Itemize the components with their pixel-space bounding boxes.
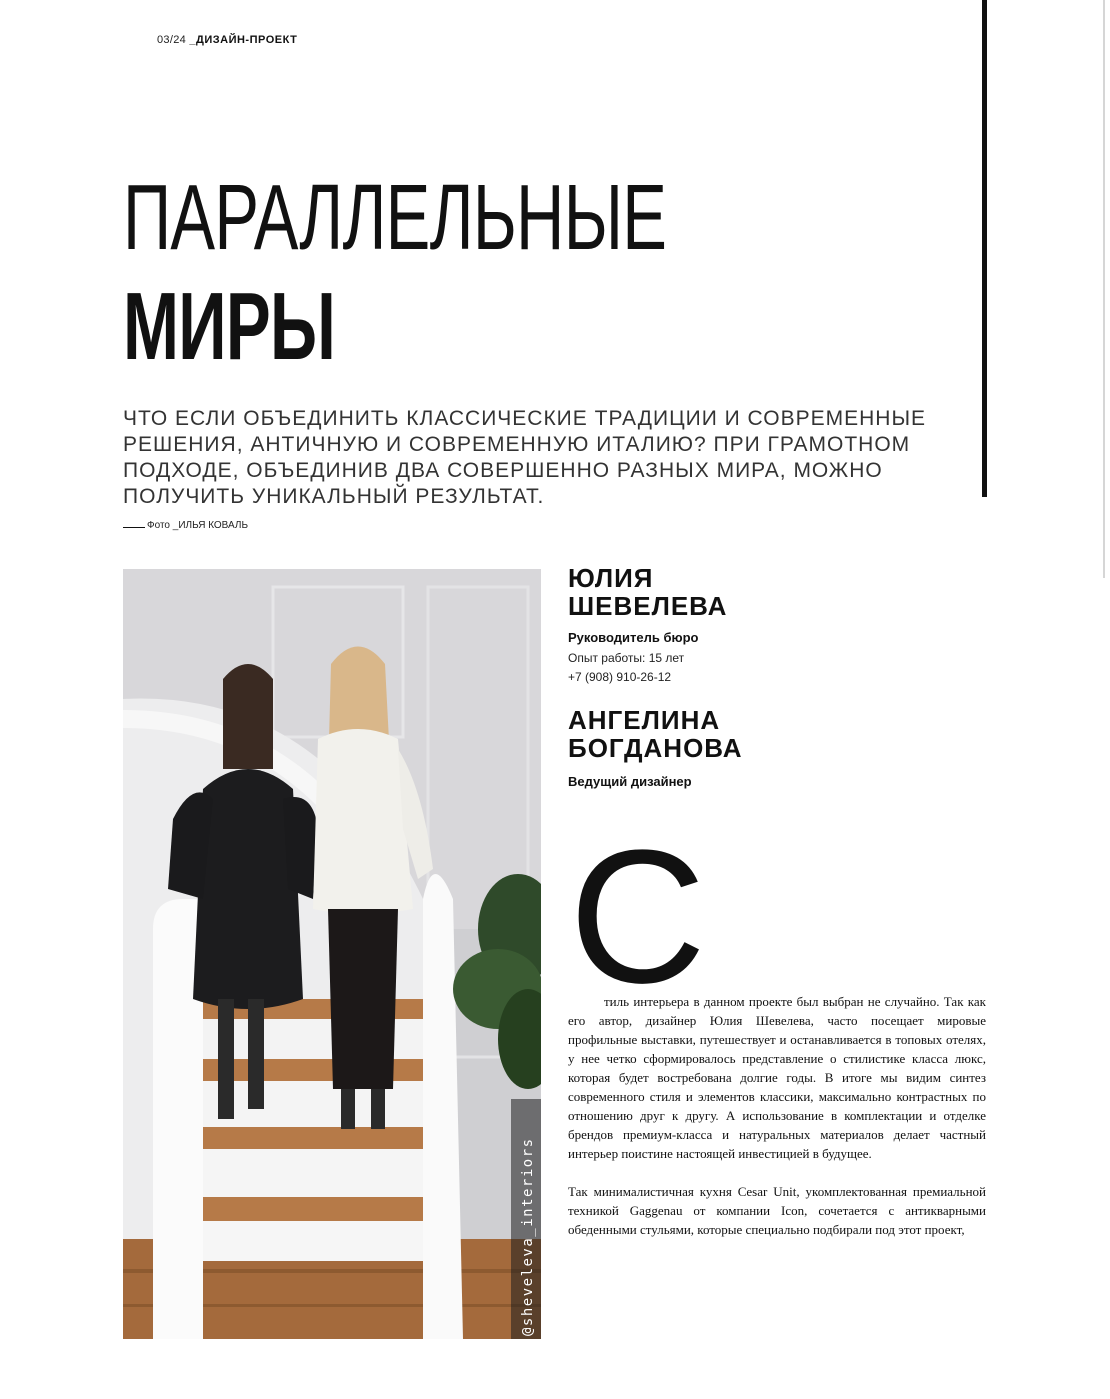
portrait-illustration <box>123 569 541 1339</box>
person-2-role: Ведущий дизайнер <box>568 774 692 789</box>
photo-credit <box>123 520 248 531</box>
person-1-role: Руководитель бюро <box>568 630 699 645</box>
person-1-phone: +7 (908) 910-26-12 <box>568 670 672 684</box>
title-line-1: ПАРАЛЛЕЛЬНЫЕ <box>123 165 667 269</box>
credit-label: Фото <box>147 520 170 531</box>
page-edge-line <box>1103 0 1105 578</box>
article-paragraph-2: Так минималистичная кухня Cesar Unit, укомплектованная премиальной техникой Gaggenau от компании Icon, сочетается с антикварными обеденными стульями, которые специально подбирали под этот проект, <box>568 1184 986 1237</box>
issue-number: 03/24 <box>157 34 187 46</box>
section-name: _ДИЗАЙН-ПРОЕКТ <box>189 34 298 46</box>
vertical-rule <box>982 0 987 497</box>
person-1-first-name: ЮЛИЯ <box>568 563 654 593</box>
page-header <box>157 34 297 46</box>
credit-name: _ИЛЬЯ КОВАЛЬ <box>172 520 249 531</box>
article-paragraph-1: тиль интерьера в данном проекте был выбран не случайно. Так как его автор, дизайнер Юлия Шевелева, часто посещает мировые профильные выставки, путешествует и останавливается в топовых отелях, у нее четко сформировалось представление о стилистике класса люкс, которая будет востребована долгие годы. В итоге мы видим синтез современного стиля и элементов классики, максимально контрастных по отношению друг к другу. А использование в комплектации и отделке брендов премиум-класса и натуральных материалов делает частный интерьер поистине настоящей инвестицией в будущее. <box>568 994 986 1161</box>
lead-paragraph: ЧТО ЕСЛИ ОБЪЕДИНИТЬ КЛАССИЧЕСКИЕ ТРАДИЦИИ И СОВРЕМЕННЫЕ РЕШЕНИЯ, АНТИЧНУЮ И СОВРЕМЕННУЮ ИТАЛИЮ? ПРИ ГРАМОТНОМ ПОДХОДЕ, ОБЪЕДИНИВ ДВА СОВЕРШЕННО РАЗНЫХ МИРА, МОЖНО ПОЛУЧИТЬ УНИКАЛЬНЫЙ РЕЗУЛЬТАТ. <box>123 407 927 508</box>
article-body <box>568 992 986 1239</box>
person-2-name <box>568 706 743 762</box>
person-2-last-name: БОГДАНОВА <box>568 733 743 763</box>
person-2-first-name: АНГЕЛИНА <box>568 705 721 735</box>
portrait-photo <box>123 569 541 1339</box>
person-1-name <box>568 564 727 620</box>
title-line-2: МИРЫ <box>123 273 336 380</box>
credit-dash <box>123 527 145 528</box>
photo-watermark: @sheveleva_interiors <box>520 1137 536 1336</box>
person-1-experience: Опыт работы: 15 лет <box>568 651 685 665</box>
drop-cap: С <box>569 811 707 1023</box>
person-1-last-name: ШЕВЕЛЕВА <box>568 591 728 621</box>
